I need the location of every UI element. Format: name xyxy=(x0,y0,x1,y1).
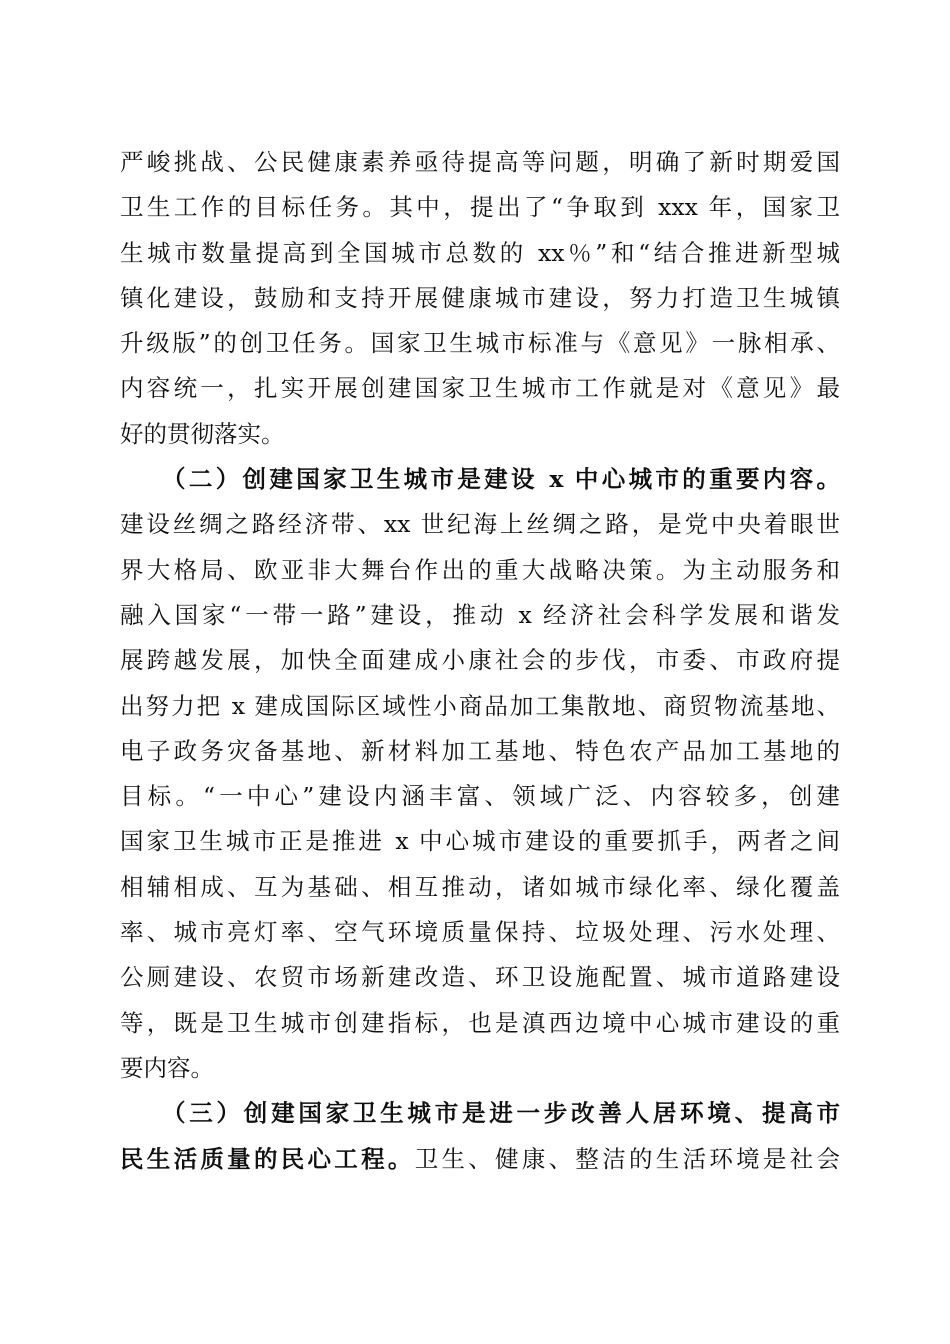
paragraph-2-line-13: 要内容。 xyxy=(120,1053,214,1082)
paragraph-1-line-3: 生城市数量提高到全国城市总数的 xx％”和“结合推进新型城 xyxy=(120,238,840,267)
paragraph-2-line-7: 目标。“一中心”建设内涵丰富、领域广泛、内容较多，创建 xyxy=(120,782,840,811)
paragraph-1-line-7: 好的贯彻落实。 xyxy=(120,419,285,448)
paragraph-2-line-1: 建设丝绸之路经济带、xx 世纪海上丝绸之路，是党中央着眼世 xyxy=(120,510,840,539)
paragraph-2-line-3: 融入国家“一带一路”建设，推动 x 经济社会科学发展和谐发 xyxy=(120,600,840,629)
paragraph-2-heading: （二）创建国家卫生城市是建设 x 中心城市的重要内容。 xyxy=(162,465,840,494)
paragraph-1-line-6: 内容统一，扎实开展创建国家卫生城市工作就是对《意见》最 xyxy=(120,374,840,403)
paragraph-1-line-1: 严峻挑战、公民健康素养亟待提高等问题，明确了新时期爱国 xyxy=(120,148,840,176)
paragraph-2-line-8: 国家卫生城市正是推进 x 中心城市建设的重要抓手，两者之间 xyxy=(120,827,840,856)
paragraph-2-line-4: 展跨越发展，加快全面建成小康社会的步伐，市委、市政府提 xyxy=(120,646,840,675)
paragraph-1-line-5: 升级版”的创卫任务。国家卫生城市标准与《意见》一脉相承、 xyxy=(120,329,840,358)
paragraph-3-heading-line-1: （三）创建国家卫生城市是进一步改善人居环境、提高市 xyxy=(162,1099,840,1128)
paragraph-3-line-2-text: 卫生、健康、整洁的生活环境是社会 xyxy=(414,1144,841,1173)
paragraph-2-line-5: 出努力把 x 建成国际区域性小商品加工集散地、商贸物流基地、 xyxy=(120,691,840,720)
paragraph-2-line-11: 公厕建设、农贸市场新建改造、环卫设施配置、城市道路建设 xyxy=(120,963,840,992)
paragraph-2-line-2: 界大格局、欧亚非大舞台作出的重大战略决策。为主动服务和 xyxy=(120,555,840,584)
paragraph-3-line-2 xyxy=(120,1137,840,1182)
paragraph-1-line-2: 卫生工作的目标任务。其中，提出了“争取到 xxx 年，国家卫 xyxy=(120,193,840,222)
paragraph-2-line-10: 率、城市亮灯率、空气环境质量保持、垃圾处理、污水处理、 xyxy=(120,918,840,947)
paragraph-3-heading-line-2: 民生活质量的民心工程。 xyxy=(120,1144,415,1173)
paragraph-2-line-9: 相辅相成、互为基础、相互推动，诸如城市绿化率、绿化覆盖 xyxy=(120,872,840,901)
document-body xyxy=(120,140,840,1182)
paragraph-2-line-12: 等，既是卫生城市创建指标，也是滇西边境中心城市建设的重 xyxy=(120,1008,840,1037)
paragraph-2-line-6: 电子政务灾备基地、新材料加工基地、特色农产品加工基地的 xyxy=(120,736,840,765)
paragraph-1-line-4: 镇化建设，鼓励和支持开展健康城市建设，努力打造卫生城镇 xyxy=(120,283,840,312)
